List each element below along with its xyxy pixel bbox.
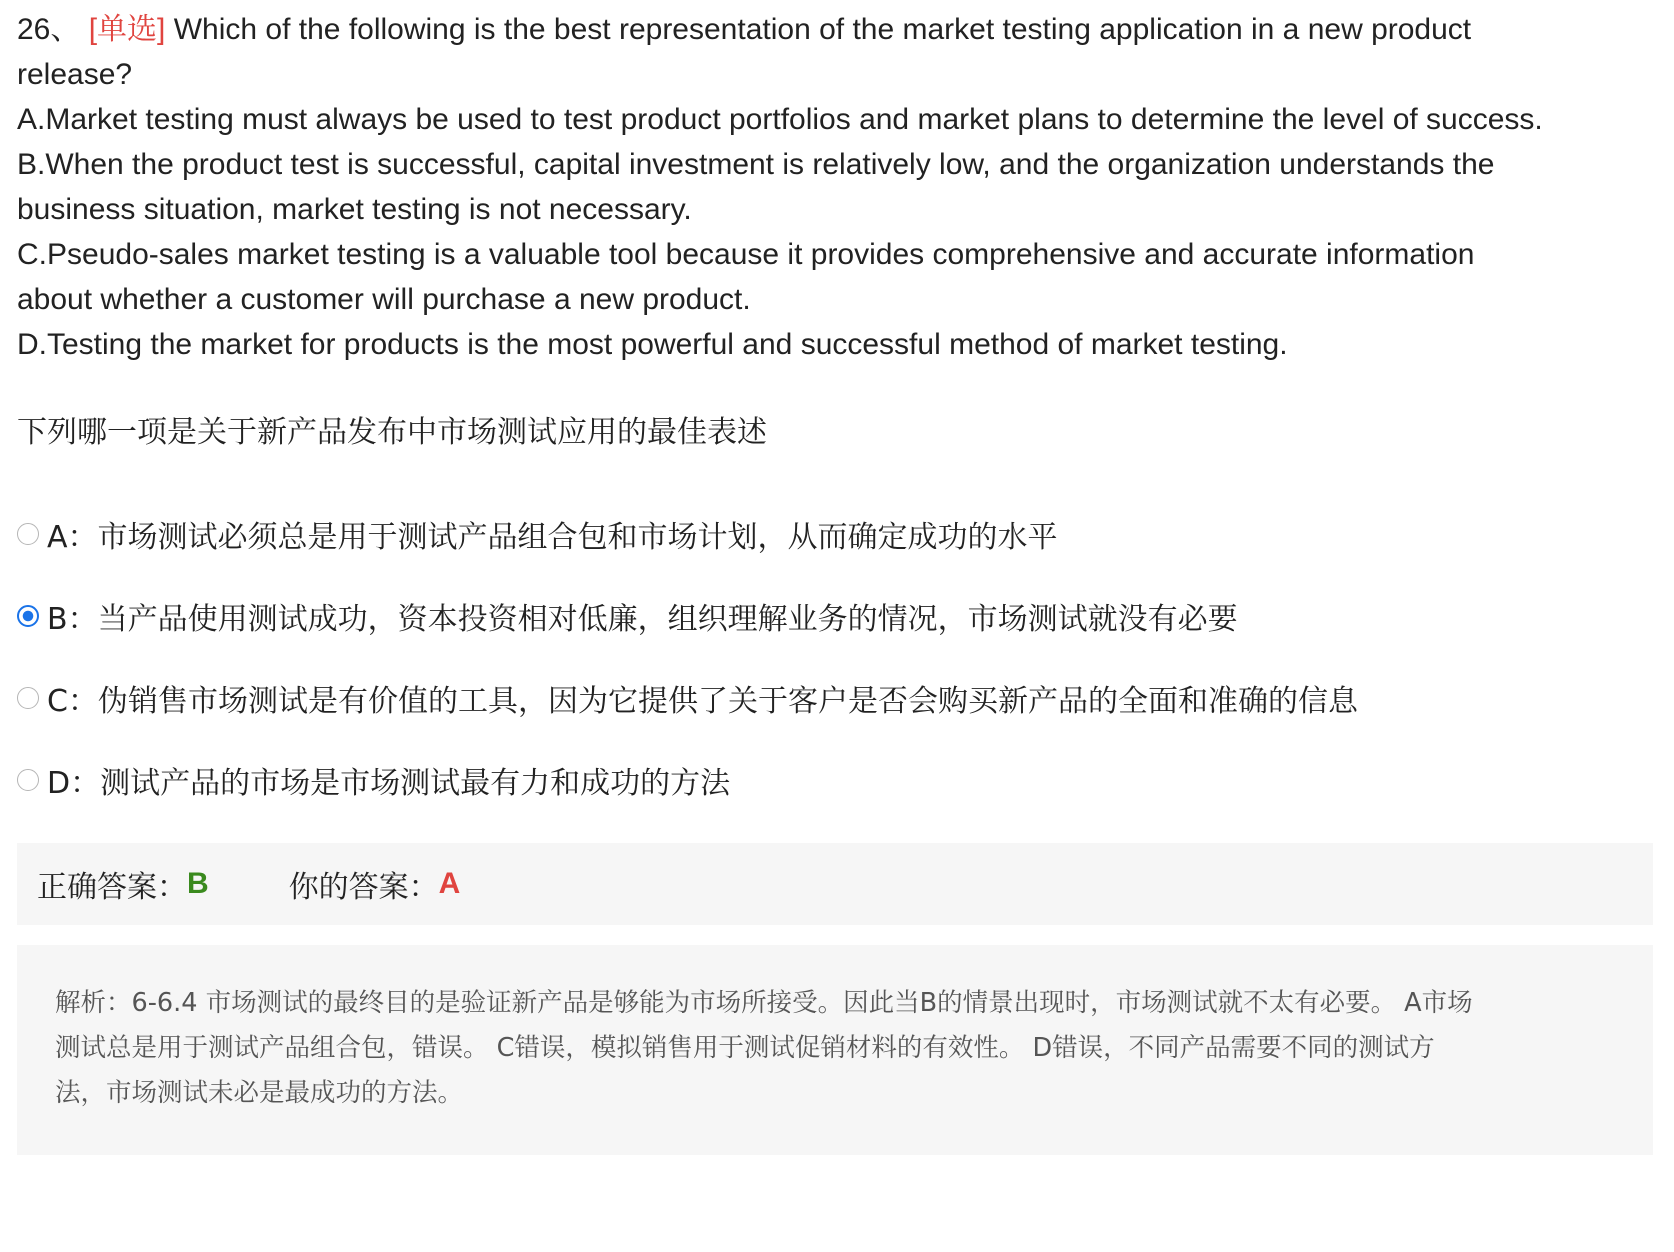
en-option-a: A.Market testing must always be used to test product portfolios and market plans to determine the level of success. xyxy=(17,103,1543,136)
question-block xyxy=(17,7,1667,367)
analysis-line: 法，市场测试未必是最成功的方法。 xyxy=(55,1078,464,1108)
option-c[interactable] xyxy=(17,676,1358,720)
option-b-label: B：当产品使用测试成功，资本投资相对低廉，组织理解业务的情况，市场测试就没有必要 xyxy=(47,602,1238,637)
analysis-line: 解析：6-6.4 市场测试的最终目的是验证新产品是够能为市场所接受。因此当B的情景出现时，市场测试就不太有必要。 A市场 xyxy=(55,988,1473,1018)
question-title-en: Which of the following is the best representation of the market testing application in a new product xyxy=(173,13,1472,46)
radio-d[interactable] xyxy=(17,769,39,791)
question-title-en-cont: release? xyxy=(17,58,133,91)
analysis-text xyxy=(55,981,1515,1116)
analysis-panel xyxy=(17,945,1653,1155)
en-option-b: B.When the product test is successful, capital investment is relatively low, and the organization understands the xyxy=(17,148,1495,181)
correct-answer-label: 正确答案： xyxy=(37,870,187,905)
question-type-tag: [单选] xyxy=(88,13,166,46)
option-d-label: D：测试产品的市场是市场测试最有力和成功的方法 xyxy=(47,766,731,801)
question-number: 26、 xyxy=(17,13,81,46)
option-a-label: A：市场测试必须总是用于测试产品组合包和市场计划，从而确定成功的水平 xyxy=(47,520,1058,555)
radio-c[interactable] xyxy=(17,687,39,709)
en-option-c: C.Pseudo-sales market testing is a valuable tool because it provides comprehensive and accurate information xyxy=(17,238,1475,271)
option-c-label: C：伪销售市场测试是有价值的工具，因为它提供了关于客户是否会购买新产品的全面和准确的信息 xyxy=(47,684,1358,719)
option-d[interactable] xyxy=(17,758,730,802)
your-answer-label: 你的答案： xyxy=(288,870,439,905)
question-title-line xyxy=(17,7,1667,52)
your-answer-value: A xyxy=(438,867,461,900)
analysis-line: 测试总是用于测试产品组合包，错误。 C错误，模拟销售用于测试促销材料的有效性。 D错误，不同产品需要不同的测试方 xyxy=(55,1033,1435,1063)
radio-a[interactable] xyxy=(17,523,39,545)
en-option-c-cont: about whether a customer will purchase a new product. xyxy=(17,283,751,316)
correct-answer-value: B xyxy=(187,867,209,900)
option-a[interactable] xyxy=(17,512,1058,556)
en-option-d: D.Testing the market for products is the most powerful and successful method of market testing. xyxy=(17,328,1288,361)
radio-b-selected[interactable] xyxy=(17,605,39,627)
option-b[interactable] xyxy=(17,594,1238,638)
question-title-cn: 下列哪一项是关于新产品发布中市场测试应用的最佳表述 xyxy=(17,415,767,450)
en-option-b-cont: business situation, market testing is not necessary. xyxy=(17,193,692,226)
answer-panel xyxy=(17,843,1653,925)
